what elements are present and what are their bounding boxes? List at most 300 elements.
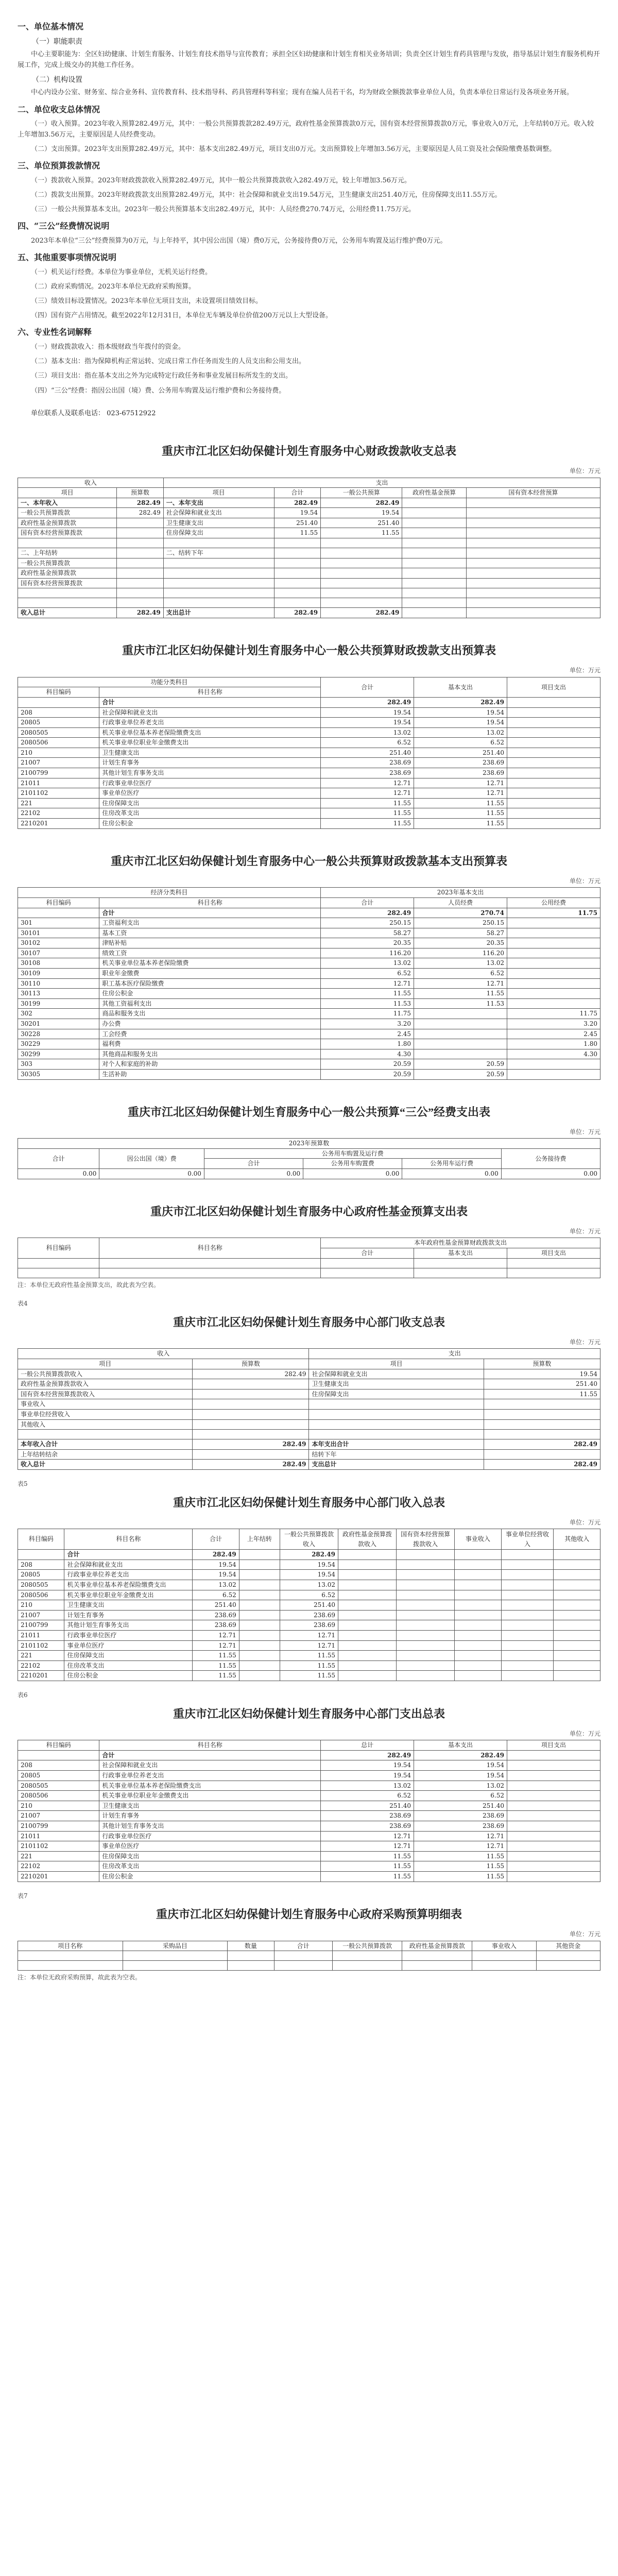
table-cell: 238.69: [414, 1821, 507, 1831]
table-row: [18, 1750, 600, 1760]
column-header: 公务用车购置费: [303, 1159, 402, 1169]
table-row: [18, 528, 600, 538]
table-cell: 11.55: [280, 1660, 338, 1671]
table-cell: [402, 558, 466, 568]
table-cell: 住房保障支出: [309, 1389, 484, 1399]
table-cell: 计划生育事务: [64, 1610, 193, 1620]
table-cell: 251.40: [321, 518, 402, 528]
table-cell: [338, 1580, 397, 1590]
table-cell: 282.49: [274, 608, 320, 618]
column-header: 支出: [163, 478, 600, 488]
table-cell: 一、本年支出: [163, 498, 274, 508]
contact-phone: 023-67512922: [107, 409, 156, 417]
unit-label: 单位：万元: [569, 1730, 600, 1737]
table-cell: 19.54: [414, 1771, 507, 1781]
table-cell: 机关事业单位基本养老保险缴费支出: [99, 727, 321, 738]
table-cell: 11.55: [193, 1671, 239, 1681]
table-cell: 行政事业单位医疗: [64, 1630, 193, 1640]
unit-label: 单位：万元: [569, 1518, 600, 1526]
table-row: [18, 1268, 600, 1278]
table-cell: [507, 1059, 600, 1070]
table-cell: [507, 1821, 600, 1831]
table-cell: [554, 1580, 600, 1590]
table-cell: 一、本年收入: [18, 498, 117, 508]
table-title: 重庆市江北区妇幼保健计划生育服务中心财政拨款收支总表: [161, 444, 456, 457]
table-row: [18, 558, 600, 568]
table-cell: 208: [18, 707, 99, 718]
table-cell: [507, 798, 600, 808]
table-cell: 251.40: [193, 1600, 239, 1611]
table-cell: 4.30: [507, 1049, 600, 1059]
table-cell: 6.52: [321, 1791, 414, 1801]
table-cell: 住房改革支出: [99, 808, 321, 819]
table-cell: 卫生健康支出: [99, 748, 321, 758]
table-cell: [507, 918, 600, 928]
table-cell: [239, 1580, 280, 1590]
column-header: 基本支出: [414, 1740, 507, 1751]
table-cell: 11.55: [193, 1660, 239, 1671]
table-cell: [402, 598, 466, 608]
table-cell: [466, 518, 600, 528]
table-cell: 282.49: [484, 1460, 600, 1470]
column-header: 科目名称: [99, 687, 321, 698]
table-cell: 20.59: [414, 1059, 507, 1070]
table-cell: 6.52: [414, 1791, 507, 1801]
section-heading: 三、单位预算拨款情况: [18, 160, 100, 171]
table-cell: [554, 1671, 600, 1681]
table-cell: 30101: [18, 928, 99, 938]
table-cell: [18, 1550, 64, 1560]
table-cell: 2080505: [18, 1580, 64, 1590]
table-cell: 221: [18, 798, 99, 808]
table-cell: [507, 819, 600, 829]
table-row: [18, 727, 600, 738]
table-row: [18, 1019, 600, 1029]
table-cell: 11.55: [280, 1651, 338, 1661]
table-cell: [484, 1399, 600, 1410]
table-cell: 1.80: [321, 1039, 414, 1049]
table-cell: 11.55: [414, 1851, 507, 1861]
table-cell: [484, 1409, 600, 1419]
table-cell: 30299: [18, 1049, 99, 1059]
table-cell: 其他计划生育事务支出: [99, 1821, 321, 1831]
table-cell: [507, 1791, 600, 1801]
table-cell: [18, 697, 99, 707]
unit-label: 单位：万元: [569, 1227, 600, 1235]
table-cell: 11.55: [321, 798, 414, 808]
table-row: [18, 548, 600, 558]
table-cell: 11.55: [414, 808, 507, 819]
table-cell: [507, 1871, 600, 1882]
table-cell: 计划生育事务: [99, 1811, 321, 1821]
table-cell: 其他计划生育事务支出: [64, 1620, 193, 1631]
column-header: 科目名称: [99, 1740, 321, 1751]
table-cell: 282.49: [414, 697, 507, 707]
table-cell: 卫生健康支出: [309, 1379, 484, 1389]
table-row: [18, 1660, 600, 1671]
table-row: [18, 1771, 600, 1781]
table-cell: 19.54: [274, 508, 320, 518]
paragraph: （一）拨款收入预算。2023年财政拨款收入预算282.49万元，其中一般公共预算拨款收入282.49万元，较上年增加3.56万元。: [31, 176, 411, 184]
table-cell: [193, 1399, 309, 1410]
paragraph: （三）绩效目标设置情况。2023年本单位无项目支出，未设置项目绩效目标。: [31, 297, 263, 306]
table-row: [18, 1389, 600, 1399]
table-cell: [117, 538, 163, 548]
table-cell: 19.54: [321, 1771, 414, 1781]
table-cell: [507, 707, 600, 718]
table-cell: 卫生健康支出: [64, 1600, 193, 1611]
table-cell: 21007: [18, 1610, 64, 1620]
table-cell: 251.40: [484, 1379, 600, 1389]
table-cell: 250.15: [321, 918, 414, 928]
table-cell: 支出总计: [163, 608, 274, 618]
table-cell: 238.69: [321, 758, 414, 768]
column-header: 科目编码: [18, 687, 99, 698]
unit-label: 单位：万元: [569, 877, 600, 885]
table-row: [18, 1951, 600, 1961]
table-general-budget-expense: [18, 642, 600, 829]
table-cell: 13.02: [321, 958, 414, 969]
table-row: [18, 748, 600, 758]
column-header: 2023年基本支出: [321, 888, 600, 898]
table-cell: [309, 1399, 484, 1410]
column-header: 合计: [193, 1529, 239, 1550]
table-number: 表6: [18, 1691, 28, 1699]
table-row: [18, 1419, 600, 1430]
table-cell: 282.49: [117, 498, 163, 508]
table-cell: 19.54: [280, 1570, 338, 1580]
table-cell: 251.40: [274, 518, 320, 528]
table-department-income-expense-summary: [18, 1299, 600, 1470]
table-cell: [239, 1640, 280, 1651]
table-cell: 13.02: [193, 1580, 239, 1590]
table-cell: 11.55: [414, 989, 507, 999]
table-cell: 国有资本经营预算拨款: [18, 578, 117, 588]
table-cell: 11.55: [193, 1651, 239, 1661]
table-cell: 11.75: [507, 1009, 600, 1019]
table-row: [18, 798, 600, 808]
table-cell: [397, 1580, 455, 1590]
table-cell: 12.71: [414, 778, 507, 788]
table-cell: [507, 808, 600, 819]
table-cell: [501, 1560, 554, 1570]
table-row: [18, 1600, 600, 1611]
column-header: 项目: [18, 1359, 193, 1369]
section-heading: 二、单位收支总体情况: [18, 104, 100, 114]
table-cell: 20.35: [414, 938, 507, 948]
table-cell: 282.49: [117, 608, 163, 618]
table-cell: [507, 768, 600, 778]
table-cell: [397, 1570, 455, 1580]
table-row: [18, 1439, 600, 1450]
table-row: [18, 518, 600, 528]
budget-explanation-section: [18, 21, 600, 419]
table-cell: 210: [18, 748, 99, 758]
table-cell: [338, 1671, 397, 1681]
table-note: 注：本单位无政府性基金预算支出，故此表为空表。: [18, 1281, 160, 1289]
section-heading: 一、单位基本情况: [18, 22, 84, 31]
table-cell: [554, 1660, 600, 1671]
column-header: 科目名称: [99, 1238, 321, 1258]
table-cell: [117, 578, 163, 588]
table-cell: 21011: [18, 1630, 64, 1640]
table-cell: [554, 1620, 600, 1631]
table-cell: 一般公共预算拨款: [18, 558, 117, 568]
table-cell: [414, 1049, 507, 1059]
table-cell: 事业单位医疗: [99, 788, 321, 799]
table-cell: [507, 1750, 600, 1760]
table-row: [18, 938, 600, 948]
table-cell: [402, 548, 466, 558]
table-cell: 国有资本经营预算拨款: [18, 528, 117, 538]
table-row: [18, 989, 600, 999]
table-cell: 30102: [18, 938, 99, 948]
table-cell: 住房保障支出: [163, 528, 274, 538]
table-cell: [338, 1600, 397, 1611]
table-row: [18, 1570, 600, 1580]
table-cell: [414, 1029, 507, 1039]
table-cell: [239, 1610, 280, 1620]
table-cell: [466, 588, 600, 598]
column-header: 一般公共预算拨款: [332, 1941, 402, 1951]
table-cell: [397, 1630, 455, 1640]
table-cell: 收入总计: [18, 1460, 193, 1470]
table-cell: 58.27: [321, 928, 414, 938]
table-cell: [554, 1630, 600, 1640]
table-cell: [402, 518, 466, 528]
table-cell: [455, 1600, 501, 1611]
table-row: [18, 978, 600, 989]
table-cell: [274, 578, 320, 588]
table-cell: 58.27: [414, 928, 507, 938]
table-cell: 238.69: [280, 1620, 338, 1631]
table-cell: 3.20: [321, 1019, 414, 1029]
table-cell: 工会经费: [99, 1029, 321, 1039]
column-header: 科目编码: [18, 1238, 99, 1258]
table-body: [18, 1369, 600, 1469]
table-cell: [466, 598, 600, 608]
table-cell: [466, 538, 600, 548]
table-cell: 2080506: [18, 1791, 99, 1801]
table-row: [18, 1070, 600, 1080]
table-cell: [455, 1620, 501, 1631]
table-cell: 116.20: [321, 948, 414, 958]
table-cell: 事业单位经营收入: [18, 1409, 193, 1419]
table-cell: [338, 1560, 397, 1570]
table-cell: [163, 578, 274, 588]
table-cell: 11.55: [274, 528, 320, 538]
contact-line: [18, 409, 600, 419]
table-row: [18, 1791, 600, 1801]
table-cell: [309, 1419, 484, 1430]
table-cell: 238.69: [193, 1620, 239, 1631]
section-heading: 五、其他重要事项情况说明: [18, 252, 117, 262]
contact-label: 单位联系人及联系电话：: [31, 409, 105, 417]
column-header: 项目支出: [507, 677, 600, 697]
data-table: [18, 677, 600, 829]
unit-label: 单位：万元: [569, 467, 600, 474]
table-cell: 机关事业单位基本养老保险缴费支出: [64, 1580, 193, 1590]
table-row: [18, 1039, 600, 1049]
table-row: [18, 498, 600, 508]
table-cell: 251.40: [280, 1600, 338, 1611]
table-three-public-expenses: [18, 1104, 600, 1179]
table-cell: 支出总计: [309, 1460, 484, 1470]
table-cell: 二、上年结转: [18, 548, 117, 558]
table-row: [18, 1449, 600, 1460]
table-cell: 282.49: [193, 1550, 239, 1560]
table-cell: 合计: [99, 697, 321, 707]
table-row: [18, 1379, 600, 1389]
table-cell: 238.69: [280, 1610, 338, 1620]
table-cell: 282.49: [321, 608, 402, 618]
table-cell: [321, 558, 402, 568]
table-cell: [501, 1570, 554, 1580]
table-cell: 津贴补贴: [99, 938, 321, 948]
table-cell: 11.55: [321, 989, 414, 999]
paragraph: （一）财政拨款收入：指本级财政当年拨付的资金。: [31, 343, 185, 351]
table-cell: [397, 1590, 455, 1600]
table-cell: [193, 1379, 309, 1389]
table-cell: 301: [18, 918, 99, 928]
table-cell: 社会保障和就业支出: [64, 1560, 193, 1570]
table-body: [18, 1750, 600, 1882]
table-cell: [455, 1580, 501, 1590]
table-cell: 职工基本医疗保险缴费: [99, 978, 321, 989]
table-cell: [397, 1550, 455, 1560]
table-general-budget-basic-expense: [18, 853, 600, 1080]
table-row: [18, 1049, 600, 1059]
table-title: 重庆市江北区妇幼保健计划生育服务中心一般公共预算财政拨款基本支出预算表: [110, 854, 507, 868]
table-cell: 行政事业单位医疗: [99, 1831, 321, 1841]
table-cell: [338, 1640, 397, 1651]
table-cell: 2100799: [18, 768, 99, 778]
paragraph: 2023年本单位“三公”经费预算为0万元，与上年持平，其中因公出国（境）费0万元，公务接待费0万元，公务用车购置及运行维护费0万元。: [31, 236, 447, 245]
table-cell: [501, 1590, 554, 1600]
table-cell: [507, 978, 600, 989]
table-cell: [239, 1560, 280, 1570]
column-header: 合计: [321, 897, 414, 908]
column-header: 合计: [321, 1248, 414, 1258]
table-cell: 30107: [18, 948, 99, 958]
table-cell: 20805: [18, 1771, 99, 1781]
table-cell: [414, 1019, 507, 1029]
table-cell: 210: [18, 1600, 64, 1611]
table-cell: [507, 697, 600, 707]
table-cell: 13.02: [414, 958, 507, 969]
table-cell: 6.52: [321, 969, 414, 979]
table-cell: [274, 588, 320, 598]
table-cell: 住房公积金: [99, 989, 321, 999]
table-cell: 13.02: [321, 727, 414, 738]
table-cell: 11.53: [321, 998, 414, 1009]
table-cell: 251.40: [321, 1801, 414, 1811]
table-cell: 生活补助: [99, 1070, 321, 1080]
table-cell: 2101102: [18, 1640, 64, 1651]
table-row: [18, 1430, 600, 1439]
table-cell: 其他商品和服务支出: [99, 1049, 321, 1059]
table-cell: [507, 989, 600, 999]
table-row: [18, 1059, 600, 1070]
table-cell: 282.49: [321, 1750, 414, 1760]
table-cell: [507, 1831, 600, 1841]
table-cell: 282.49: [414, 1750, 507, 1760]
table-cell: 事业收入: [18, 1399, 193, 1410]
table-row: [18, 1590, 600, 1600]
table-cell: [455, 1660, 501, 1671]
table-cell: 0.00: [18, 1169, 99, 1179]
table-cell: 2100799: [18, 1620, 64, 1631]
table-row: [18, 1630, 600, 1640]
table-cell: 行政事业单位养老支出: [99, 718, 321, 728]
table-cell: 20805: [18, 1570, 64, 1580]
table-cell: 基本工资: [99, 928, 321, 938]
table-cell: [554, 1651, 600, 1661]
column-header: 政府性基金预算拨款收入: [338, 1529, 397, 1550]
table-cell: 机关事业单位职业年金缴费支出: [99, 1791, 321, 1801]
table-cell: 11.75: [507, 908, 600, 918]
table-department-expense: [18, 1690, 600, 1882]
data-table: [18, 887, 600, 1079]
table-row: [18, 1409, 600, 1419]
table-cell: [507, 1760, 600, 1771]
column-header: 功能分类科目: [18, 677, 321, 687]
table-cell: 30113: [18, 989, 99, 999]
table-cell: 251.40: [414, 1801, 507, 1811]
table-cell: 0.00: [204, 1169, 303, 1179]
table-cell: [507, 1851, 600, 1861]
table-cell: [507, 938, 600, 948]
table-cell: [163, 588, 274, 598]
table-cell: 303: [18, 1059, 99, 1070]
table-cell: [484, 1419, 600, 1430]
table-row: [18, 608, 600, 618]
table-cell: [239, 1570, 280, 1580]
column-header: 项目: [309, 1359, 484, 1369]
table-cell: 19.54: [280, 1560, 338, 1570]
table-cell: 2080505: [18, 1781, 99, 1791]
table-cell: 11.55: [321, 819, 414, 829]
table-cell: [507, 948, 600, 958]
table-row: [18, 697, 600, 707]
table-cell: [466, 508, 600, 518]
table-cell: [484, 1449, 600, 1460]
table-cell: [163, 568, 274, 579]
data-table: [18, 1348, 600, 1470]
column-header: 项目支出: [507, 1248, 600, 1258]
table-cell: [507, 1771, 600, 1781]
column-header: 科目名称: [64, 1529, 193, 1550]
table-cell: 30109: [18, 969, 99, 979]
table-cell: [18, 588, 117, 598]
table-cell: 2.45: [507, 1029, 600, 1039]
table-cell: 对个人和家庭的补助: [99, 1059, 321, 1070]
table-cell: [397, 1660, 455, 1671]
table-cell: 30229: [18, 1039, 99, 1049]
table-cell: 22102: [18, 1861, 99, 1872]
table-cell: 12.71: [414, 978, 507, 989]
paragraph: （一）收入预算。2023年收入预算282.49万元，其中：一般公共预算拨款282.49万元，政府性基金预算拨款0万元，国有资本经营预算拨款0万元，事业收入0万元，上年结转0万元。收入较上年增加3.56万元，主要原因是人员经费变动。: [18, 120, 594, 139]
table-cell: [507, 727, 600, 738]
table-cell: 政府性基金预算拨款收入: [18, 1379, 193, 1389]
table-row: [18, 1029, 600, 1039]
table-cell: 卫生健康支出: [163, 518, 274, 528]
table-cell: [554, 1610, 600, 1620]
table-department-income: [18, 1479, 600, 1681]
table-cell: [501, 1550, 554, 1560]
table-cell: [321, 598, 402, 608]
table-cell: 3.20: [507, 1019, 600, 1029]
